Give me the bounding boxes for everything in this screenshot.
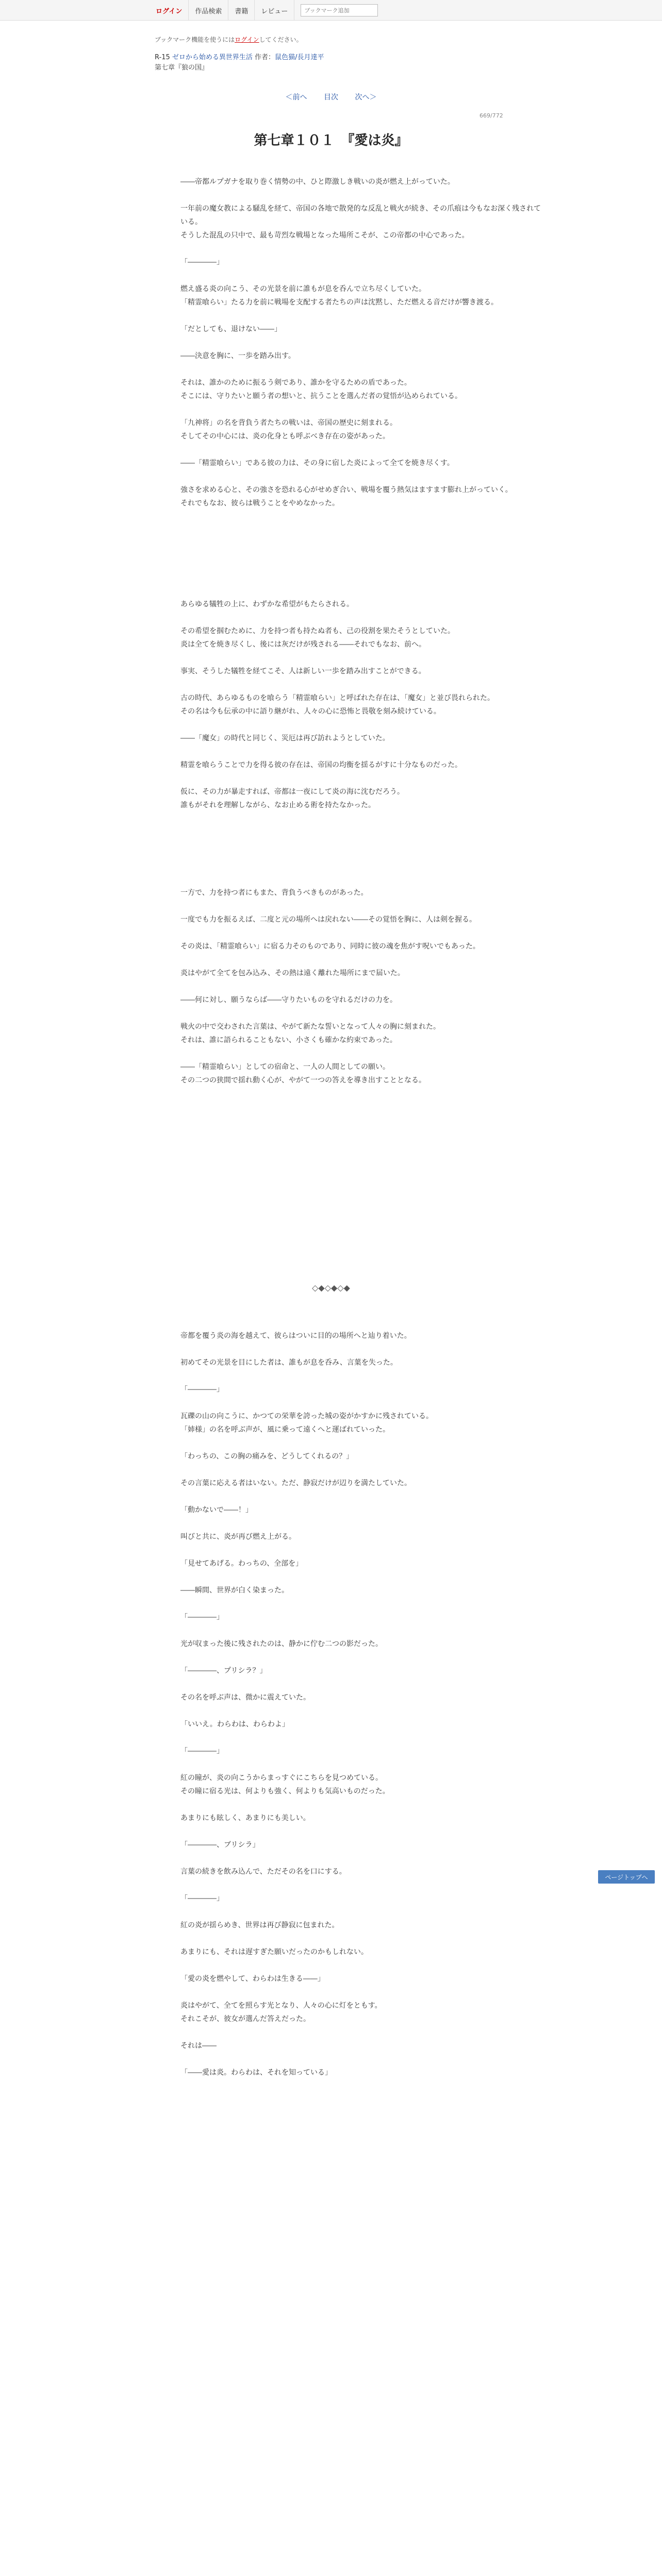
nav-reviews[interactable]: レビュー (255, 0, 294, 21)
paragraph: 古の時代、あらゆるものを喰らう「精霊喰らい」と呼ばれた存在は、「魔女」と並び畏れられた。 (180, 694, 494, 702)
paragraph: 「九神将」の名を背負う者たちの戦いは、帝国の歴史に刻まれる。 (180, 419, 397, 427)
paragraph (180, 1047, 541, 1060)
paragraph: その希望を掴むために、力を持つ者も持たぬ者も、己の役割を果たそうとしていた。 (180, 627, 455, 635)
paragraph (180, 1731, 541, 1744)
paragraph: 「――――、プリシラ？」 (180, 1667, 267, 1675)
paragraph (180, 1798, 541, 1811)
paragraph: その二つの狭間で揺れ動く心が、やがて一つの答えを導き出すこととなる。 (180, 1076, 426, 1084)
pager-top (0, 92, 662, 102)
paragraph: その名を呼ぶ声は、微かに震えていた。 (180, 1693, 310, 1702)
paragraph (180, 1544, 541, 1557)
paragraph: 帝都を覆う炎の海を越えて、彼らはついに目的の場所へと辿り着いた。 (180, 1332, 411, 1340)
bookmark-notice (155, 35, 303, 44)
paragraph: 「――愛は炎。わらわは、それを知っている」 (180, 2069, 332, 2077)
page-number: 669/772 (479, 112, 503, 119)
paragraph: 炎は全てを焼き尽くし、後には灰だけが残される――それでもなお、前へ。 (180, 640, 426, 649)
paragraph (180, 189, 541, 202)
paragraph (180, 2053, 541, 2066)
paragraph (180, 926, 541, 940)
login-link[interactable]: ログイン (150, 0, 189, 21)
paragraph (180, 309, 541, 323)
paragraph: それこそが、彼女が選んだ答えだった。 (180, 2015, 310, 2023)
nav-books[interactable]: 書籍 (228, 0, 255, 21)
paragraph (180, 363, 541, 376)
novel-body-section-3 (180, 886, 541, 1087)
paragraph: ――「魔女」の時代と同じく、災厄は再び訪れようとしていた。 (180, 734, 390, 742)
paragraph: 燃え盛る炎の向こう、その光景を前に誰もが息を呑んで立ち尽くしていた。 (180, 285, 426, 293)
paragraph: 一方で、力を持つ者にもまた、背負うべきものがあった。 (180, 889, 368, 897)
paragraph: ――瞬間、世界が白く染まった。 (180, 1586, 289, 1595)
paragraph: その言葉に応える者はいない。ただ、静寂だけが辺りを満たしていた。 (180, 1479, 411, 1487)
paragraph (180, 1597, 541, 1611)
paragraph: 紅の炎が揺らめき、世界は再び静寂に包まれた。 (180, 1921, 339, 1929)
paragraph: それでもなお、彼らは戦うことをやめなかった。 (180, 499, 339, 507)
paragraph (180, 1704, 541, 1718)
paragraph: 瓦礫の山の向こうに、かつての栄華を誇った城の姿がかすかに残されている。 (180, 1412, 433, 1420)
series-title-link[interactable]: ゼロから始める異世界生活 (172, 54, 253, 61)
paragraph (180, 336, 541, 349)
paragraph (180, 745, 541, 758)
bookmark-add-input[interactable] (301, 4, 378, 16)
paragraph (180, 2026, 541, 2039)
paragraph (180, 269, 541, 282)
paragraph (180, 900, 541, 913)
paragraph (180, 953, 541, 967)
paragraph: そうした混乱の只中で、最も苛烈な戦場となった場所こそが、この帝都の中心であった。 (180, 231, 469, 240)
paragraph (180, 1007, 541, 1020)
paragraph: 誰もがそれを理解しながら、なお止める術を持たなかった。 (180, 801, 375, 809)
next-page-link[interactable]: 次へ＞ (355, 93, 377, 101)
paragraph (180, 403, 541, 416)
paragraph: 「――――」 (180, 1894, 224, 1903)
paragraph: 「見せてあげる。わっちの、全部を」 (180, 1560, 303, 1568)
paragraph (180, 678, 541, 691)
paragraph (180, 1570, 541, 1584)
paragraph: 「――――」 (180, 1747, 224, 1755)
paragraph (180, 1436, 541, 1450)
paragraph: 精霊を喰らうことで力を得る彼の存在は、帝国の均衡を揺るがすに十分なものだった。 (180, 761, 462, 769)
paragraph (180, 1343, 541, 1356)
paragraph: 紅の瞳が、炎の向こうからまっすぐにこちらを見つめている。 (180, 1774, 383, 1782)
paragraph: 戦火の中で交わされた言葉は、やがて新たな誓いとなって人々の胸に刻まれた。 (180, 1023, 440, 1031)
paragraph (180, 242, 541, 256)
paragraph (180, 651, 541, 665)
paragraph: ――「精霊喰らい」としての宿命と、一人の人間としての願い。 (180, 1063, 390, 1071)
paragraph: そしてその中心には、炎の化身とも呼ぶべき存在の姿があった。 (180, 432, 390, 440)
paragraph: その名は今も伝承の中に語り継がれ、人々の心に恐怖と畏敬を刻み続けている。 (180, 707, 441, 716)
paragraph (180, 1878, 541, 1892)
paragraph (180, 1825, 541, 1838)
author-link[interactable]: 鼠色猫/長月達平 (275, 54, 324, 61)
paragraph: あまりにも、それは遅すぎた願いだったのかもしれない。 (180, 1948, 368, 1956)
notice-before: ブックマーク機能を使うには (155, 36, 235, 43)
paragraph: その炎は、「精霊喰らい」に宿る力そのものであり、同時に彼の魂を焦がす呪いでもあった。 (180, 942, 480, 951)
paragraph: 「――――」 (180, 1385, 224, 1394)
paragraph (180, 1932, 541, 1945)
paragraph (180, 1396, 541, 1410)
paragraph: 言葉の続きを飲み込んで、ただその名を口にする。 (180, 1868, 346, 1876)
breadcrumb (155, 53, 516, 73)
toc-link[interactable]: 目次 (324, 93, 338, 101)
paragraph: 炎はやがて、全てを照らす光となり、人々の心に灯をともす。 (180, 2002, 382, 2010)
paragraph (180, 1463, 541, 1477)
paragraph: その瞳に宿る光は、何よりも強く、何よりも気高いものだった。 (180, 1787, 390, 1795)
paragraph: ――「精霊喰らい」である彼の力は、その身に宿した炎によって全てを焼き尽くす。 (180, 459, 454, 467)
chapter-label: 第七章『狼の国』 (155, 64, 209, 72)
paragraph: ――何に対し、願うならば――守りたいものを守れるだけの力を。 (180, 996, 397, 1004)
paragraph (180, 1490, 541, 1503)
paragraph: そこには、守りたいと願う者の想いと、抗うことを選んだ者の覚悟が込められている。 (180, 392, 462, 400)
notice-login-link[interactable]: ログイン (235, 36, 259, 43)
scene-separator: ◇◆◇◆◇◆ (312, 1283, 350, 1293)
paragraph: 「姉様」の名を呼ぶ声が、風に乗って遠くへと運ばれていった。 (180, 1426, 390, 1434)
paragraph: 叫びと共に、炎が再び燃え上がる。 (180, 1533, 296, 1541)
paragraph: それは、誰かのために振るう剣であり、誰かを守るための盾であった。 (180, 379, 411, 387)
paragraph: 「いいえ。わらわは、わらわよ」 (180, 1720, 289, 1728)
paragraph (180, 718, 541, 732)
novel-body-section-4 (180, 1329, 541, 2079)
rating-prefix: R-15 (155, 54, 170, 61)
paragraph: 「動かないで――！」 (180, 1506, 253, 1514)
paragraph: 初めてその光景を目にした者は、誰もが息を呑み、言葉を失った。 (180, 1359, 398, 1367)
top-navigation-bar (0, 0, 662, 21)
paragraph: 事実、そうした犠牲を経てこそ、人は新しい一歩を踏み出すことができる。 (180, 667, 426, 675)
paragraph: 強さを求める心と、その強さを恐れる心がせめぎ合い、戦場を覆う熱気はますます膨れ上がっていく。 (180, 486, 512, 494)
prev-page-link[interactable]: ＜前へ (285, 93, 307, 101)
paragraph: 「――――」 (180, 1613, 224, 1621)
paragraph: 「わっちの、この胸の痛みを、どうしてくれるの？」 (180, 1452, 354, 1461)
paragraph (180, 1905, 541, 1919)
paragraph (180, 772, 541, 785)
paragraph: 一度でも力を振るえば、二度と元の場所へは戻れない――その覚悟を胸に、人は剣を握る。 (180, 916, 476, 924)
paragraph (180, 1758, 541, 1771)
paragraph (180, 1624, 541, 1637)
paragraph: 「精霊喰らい」たる力を前に戦場を支配する者たちの声は沈黙し、ただ燃える音だけが響き渡る。 (180, 298, 498, 307)
paragraph (180, 1986, 541, 1999)
novel-body-section-2 (180, 598, 541, 812)
top-navigation-inner (150, 0, 378, 21)
paragraph: それは―― (180, 2042, 217, 2050)
paragraph (180, 611, 541, 624)
paragraph (180, 980, 541, 993)
paragraph (180, 1677, 541, 1691)
author-label: 作者： (255, 54, 275, 61)
paragraph: 仮に、その力が暴走すれば、帝都は一夜にして炎の海に沈むだろう。 (180, 788, 404, 796)
paragraph: あらゆる犠牲の上に、わずかな希望がもたらされる。 (180, 600, 354, 608)
paragraph (180, 1959, 541, 1972)
paragraph: ――帝都ルプガナを取り巻く情勢の中、ひと際激しき戦いの炎が燃え上がっていた。 (180, 178, 455, 186)
novel-body-section-1 (180, 175, 541, 510)
paragraph (180, 443, 541, 456)
paragraph: それは、誰に語られることもない、小さくも確かな約束であった。 (180, 1036, 397, 1044)
paragraph: 光が収まった後に残されたのは、静かに佇む二つの影だった。 (180, 1640, 383, 1648)
paragraph (180, 1651, 541, 1664)
paragraph (180, 1369, 541, 1383)
paragraph: あまりにも眩しく、あまりにも美しい。 (180, 1814, 310, 1822)
paragraph: 「愛の炎を燃やして、わらわは生きる――」 (180, 1975, 325, 1983)
paragraph (180, 470, 541, 483)
paragraph: 「だとしても、退けない――」 (180, 325, 282, 333)
notice-after: してください。 (259, 36, 303, 43)
paragraph (180, 1852, 541, 1865)
paragraph (180, 1517, 541, 1530)
paragraph: 炎はやがて全てを包み込み、その熱は遠く離れた場所にまで届いた。 (180, 969, 405, 977)
nav-search-works[interactable]: 作品検索 (189, 0, 228, 21)
page-top-button[interactable]: ページトップへ (598, 1870, 655, 1884)
paragraph: 「――――、ブリシラ」 (180, 1841, 260, 1849)
chapter-title: 第七章１０１ 『愛は炎』 (254, 133, 408, 148)
paragraph: ――決意を胸に、一歩を踏み出す。 (180, 352, 295, 360)
paragraph: 「――――」 (180, 258, 224, 266)
paragraph: 一年前の魔女教による騒乱を経て、帝国の各地で散発的な反乱と戦火が続き、その爪痕は今もなお深く残されている。 (180, 205, 541, 226)
